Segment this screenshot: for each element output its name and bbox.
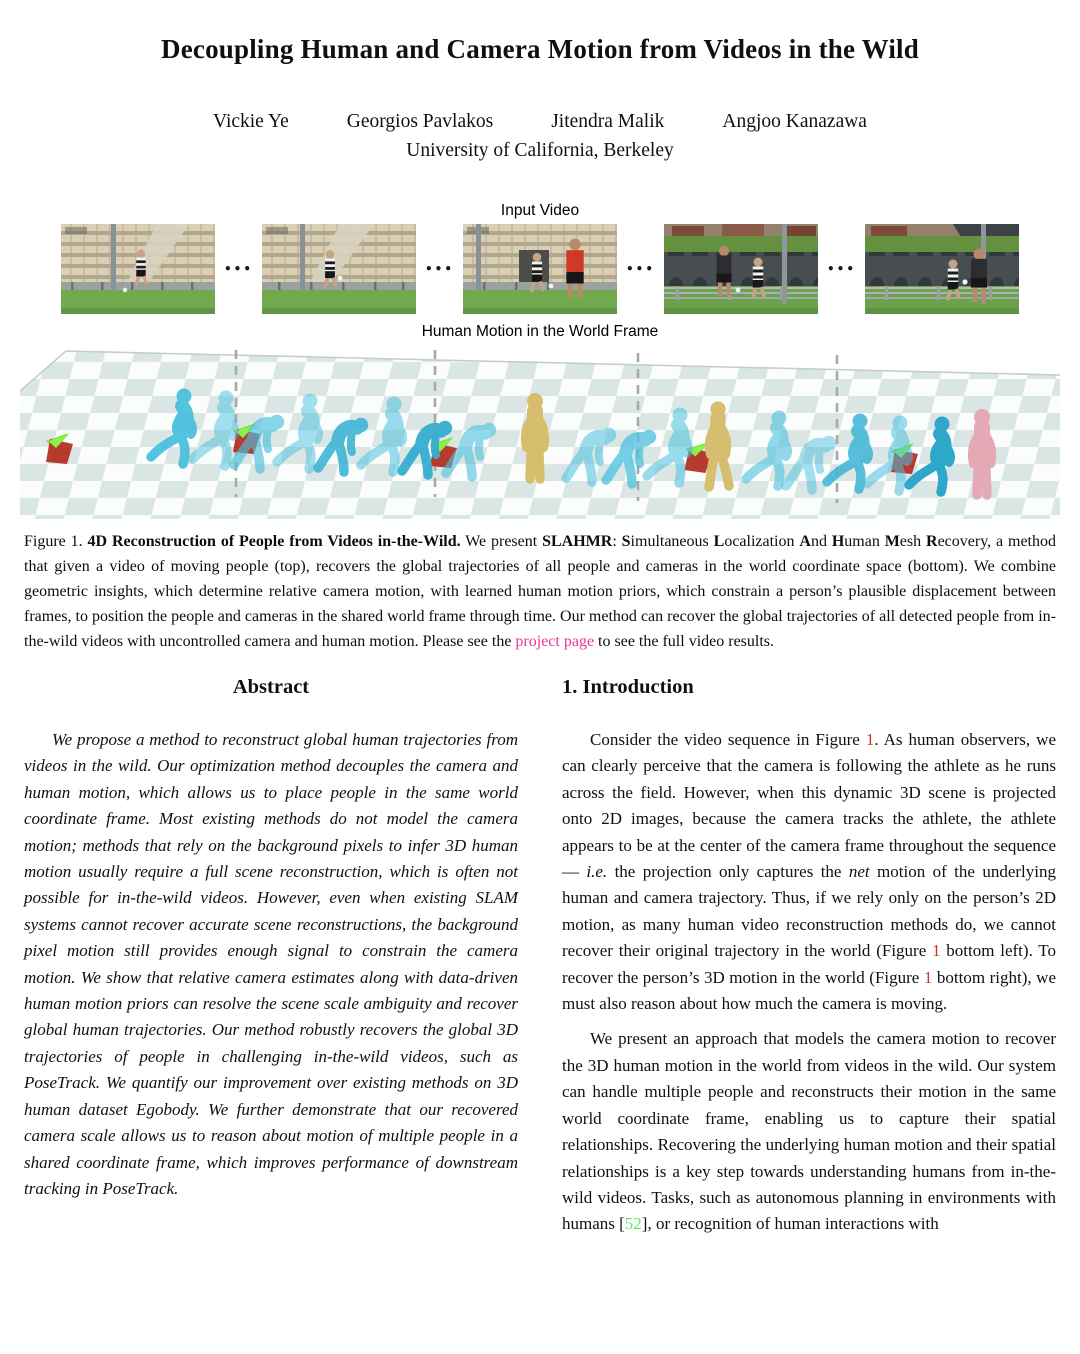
video-frame-5 xyxy=(865,224,1019,314)
ellipsis-1: ••• xyxy=(223,262,253,276)
project-page-link[interactable]: project page xyxy=(515,633,595,650)
ellipsis-4: ••• xyxy=(826,262,856,276)
abstract-heading: Abstract xyxy=(232,676,310,698)
figure-caption: Figure 1. 4D Reconstruction of People from Videos in-the-Wild. We present SLAHMR: Simultaneous Localization And Human Mesh Recovery, a method that given a video of moving people (top), recovers the global trajectories of all people and cameras in the world coordinate space (bottom). We combine geometric insights, which determine relative camera motion, with learned human motion priors, which constrain a person’s plausible displacement between frames, to position the people and cameras in the shared world frame through time. Our method can recover the global trajectories of all detected people from in-the-wild videos with uncontrolled camera and human motion. Please see the project page to see the full video results. xyxy=(24,533,1056,650)
world-frame-label: Human Motion in the World Frame xyxy=(421,323,659,340)
author-1: Vickie Ye xyxy=(213,111,289,132)
video-frame-2 xyxy=(262,224,416,314)
right-column xyxy=(562,666,1056,1238)
paper-page xyxy=(0,34,1080,1354)
abstract-text: We propose a method to reconstruct global human trajectories from videos in the wild. Our optimization method decouples the camera and human motion, which allows us to place people in the same world coordinate frame. Most existing methods do not model the camera motion; methods that rely on the background pixels to infer 3D human motion usually require a full scene reconstruction, which is often not possible for in-the-wild videos. However, even when existing SLAM systems cannot recover accurate scene reconstructions, the background pixel motion still provides enough signal to constrain the camera motion. We show that relative camera estimates along with data-driven human motion priors can resolve the scene scale ambiguity and recover global human trajectories. Our method robustly recovers the global 3D trajectories of people in challenging in-the-wild videos, such as PoseTrack. We quantify our improvement over existing methods on 3D human dataset Egobody. We further demonstrate that our recovered camera scale allows us to reason about motion of multiple people in a shared coordinate frame, which improves performance of downstream tracking in PoseTrack. xyxy=(24,730,518,1198)
video-frame-4 xyxy=(664,224,818,314)
author-2: Georgios Pavlakos xyxy=(346,111,494,132)
figure-caption-number: Figure 1. xyxy=(24,533,88,550)
author-list xyxy=(0,111,1080,133)
author-4: Angjoo Kanazawa xyxy=(722,111,867,132)
author-3: Jitendra Malik xyxy=(551,111,665,132)
mesh-trajectory-canvas xyxy=(20,345,1060,519)
introduction-paragraph-1: Consider the video sequence in Figure 1. As human observers, we can clearly perceive that the camera is following the athlete as he runs across the field. However, when this dynamic 3D scene is projected onto 2D images, because the camera tracks the athlete, the athlete appears to be at the center of the camera frame throughout the sequence — i.e. the projection only captures the net motion of the underlying human and camera trajectory. Thus, if we rely only on the person’s 2D motion, as many human video reconstruction methods do, we cannot recover their original trajectory in the world (Figure 1 bottom left). To recover the person’s 3D motion in the world (Figure 1 bottom right), we must also reason about how much the camera is moving. xyxy=(562,730,1056,1014)
input-video-label: Input Video xyxy=(500,202,580,219)
citation-52[interactable]: 52 xyxy=(624,1214,642,1234)
video-frame-3 xyxy=(463,224,617,314)
world-frame-visualization xyxy=(0,345,1080,519)
left-column xyxy=(24,666,518,1238)
method-acronym: SLAHMR xyxy=(542,533,613,550)
introduction-paragraph-2: We present an approach that models the camera motion to recover the 3D human motion in the world from videos in the wild. Our system can handle multiple people and reconstructs their motion in the same world coordinate frame, enabling us to capture their spatial relationships. Recovering the underlying human motion and their spatial relationships is a key step towards understanding humans from in-the-wild videos. Tasks, such as autonomous planning in environments with humans [52], or recognition of human interactions with xyxy=(562,1029,1056,1234)
video-frame-strip xyxy=(0,224,1080,314)
paper-title: Decoupling Human and Camera Motion from Videos in the Wild xyxy=(161,34,919,64)
figure-1-reference[interactable]: 1 xyxy=(932,941,941,961)
figure-1-reference[interactable]: 1 xyxy=(923,967,933,987)
ellipsis-3: ••• xyxy=(625,262,655,276)
figure-1-reference[interactable]: 1 xyxy=(865,730,875,749)
body-columns xyxy=(0,666,1080,1238)
figure-caption-title: 4D Reconstruction of People from Videos in-the-Wild. xyxy=(87,533,461,550)
introduction-heading: 1. Introduction xyxy=(562,676,694,698)
ellipsis-2: ••• xyxy=(424,262,454,276)
affiliation: University of California, Berkeley xyxy=(406,140,674,161)
video-frame-1 xyxy=(61,224,215,314)
